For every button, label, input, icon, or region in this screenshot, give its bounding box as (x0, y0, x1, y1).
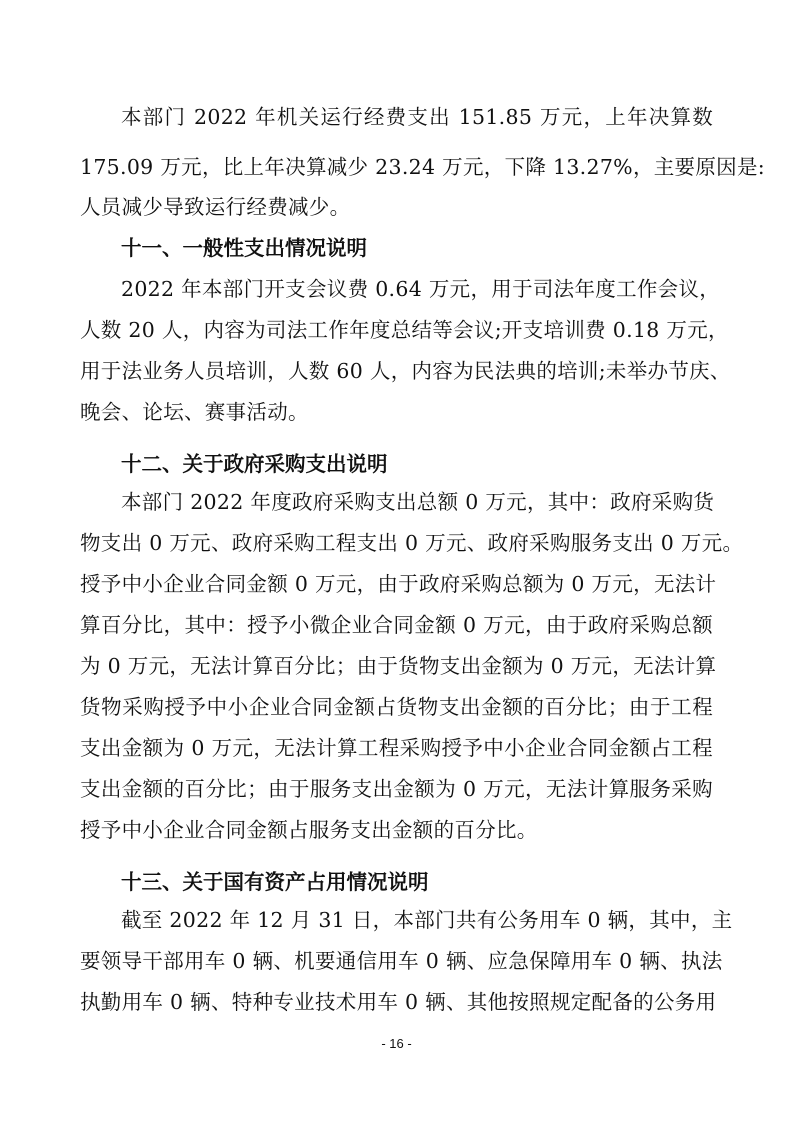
text-line: 175.09 万元，比上年决算减少 23.24 万元，下降 13.27%，主要原因是: (80, 155, 765, 179)
text-line: 支出金额为 0 万元，无法计算工程采购授予中小企业合同金额占工程 (80, 736, 713, 760)
text-line: 晚会、论坛、赛事活动。 (80, 400, 309, 424)
text-line: 要领导干部用车 0 辆、机要通信用车 0 辆、应急保障用车 0 辆、执法 (80, 949, 723, 973)
text-line: 人数 20 人，内容为司法工作年度总结等会议;开支培训费 0.18 万元， (80, 318, 729, 342)
text-line: 2022 年本部门开支会议费 0.64 万元，用于司法年度工作会议， (121, 277, 721, 301)
text-line: 物支出 0 万元、政府采购工程支出 0 万元、政府采购服务支出 0 万元。 (80, 531, 744, 555)
text-line: 算百分比，其中：授予小微企业合同金额 0 万元，由于政府采购总额 (80, 613, 713, 637)
section-heading-general-expenses: 十一、一般性支出情况说明 (121, 236, 367, 260)
text-line: 货物采购授予中小企业合同金额占货物支出金额的百分比；由于工程 (80, 695, 713, 719)
text-line: 本部门 2022 年机关运行经费支出 151.85 万元，上年决算数 (121, 105, 713, 129)
text-line: 截至 2022 年 12 月 31 日，本部门共有公务用车 0 辆，其中，主 (121, 908, 733, 932)
text-line: 为 0 万元，无法计算百分比；由于货物支出金额为 0 万元，无法计算 (80, 654, 717, 678)
text-line: 本部门 2022 年度政府采购支出总额 0 万元，其中：政府采购货 (121, 490, 715, 514)
text-line: 执勤用车 0 辆、特种专业技术用车 0 辆、其他按照规定配备的公务用 (80, 990, 717, 1014)
section-heading-government-procurement: 十二、关于政府采购支出说明 (121, 452, 388, 476)
text-line: 支出金额的百分比；由于服务支出金额为 0 万元，无法计算服务采购 (80, 777, 713, 801)
text-line: 授予中小企业合同金额 0 万元，由于政府采购总额为 0 万元，无法计 (80, 572, 717, 596)
text-line: 用于法业务人员培训，人数 60 人，内容为民法典的培训;未举办节庆、 (80, 359, 731, 383)
section-heading-state-assets: 十三、关于国有资产占用情况说明 (121, 870, 429, 894)
text-line: 人员减少导致运行经费减少。 (80, 195, 351, 219)
text-line: 授予中小企业合同金额占服务支出金额的百分比。 (80, 818, 538, 842)
page-number: - 16 - (381, 1036, 412, 1051)
